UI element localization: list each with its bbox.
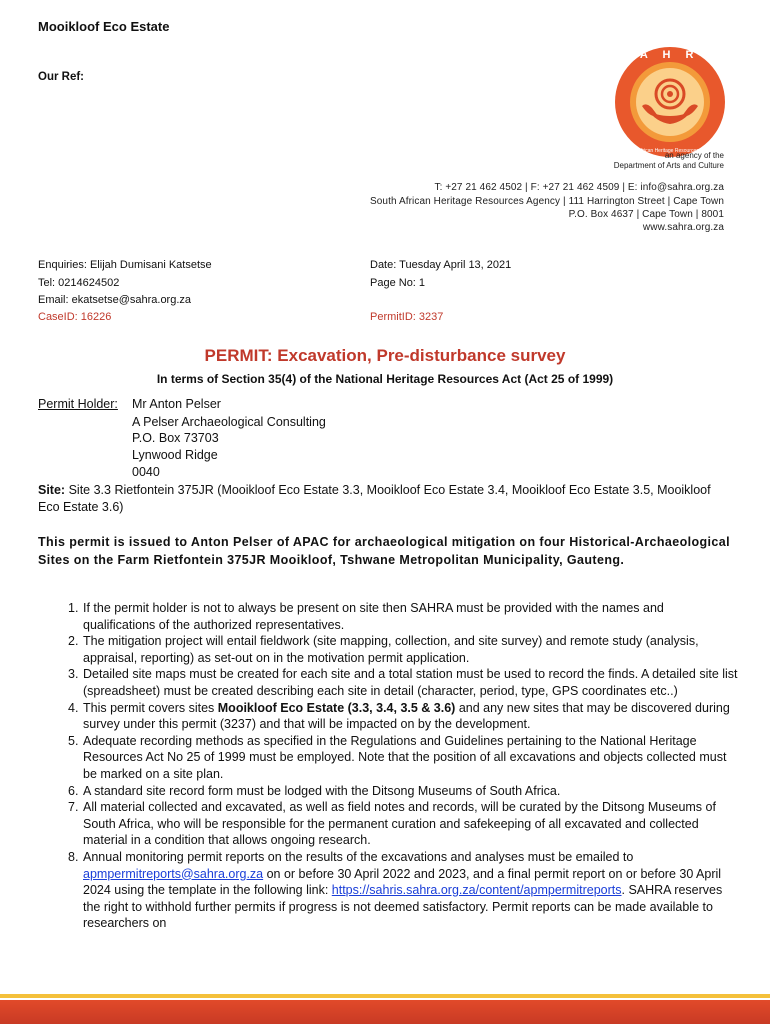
sahra-logo xyxy=(612,44,728,160)
agency-line-2: Department of Arts and Culture xyxy=(613,161,724,170)
holder-address-line: P.O. Box 73703 xyxy=(132,431,219,445)
list-item: 5. Adequate recording methods as specified in the Regulations and Guidelines pertaining to the National Heritage Resources Act No 25 of 1999 must be employed. Note that the position of all excavations and objects collected must be marked on a site plan. xyxy=(68,733,727,781)
list-item: 8. Annual monitoring permit reports on the results of the excavations and analyses must be emailed to apmpermitreports@sahra.org.za on or before 30 April 2022 and 2023, and a final permit report on or before 30 April 2024 using the template in the following link: https://sahris.sahra.org.za/content/apmpermitreports. SAHRA reserves the right to withhold further permits if progress is not deemed satisfactory. Permit reports can be made available to researchers on xyxy=(68,849,723,931)
report-template-link[interactable]: https://sahris.sahra.org.za/content/apmpermitreports xyxy=(331,883,622,898)
date-text: Date: Tuesday April 13, 2021 xyxy=(370,259,512,271)
our-ref-label: Our Ref: xyxy=(38,71,84,83)
tel-text: Tel: 0214624502 xyxy=(38,277,120,289)
site-label: Site: xyxy=(38,483,66,497)
list-item: 4. This permit covers sites Mooikloof Eco Estate (3.3, 3.4, 3.5 & 3.6) and any new sites that may be discovered during survey under this permit (3237) and that will be impacted on by the development. xyxy=(68,700,730,732)
permit-title: PERMIT: Excavation, Pre-disturbance survey xyxy=(204,346,566,365)
holder-address-line: 0040 xyxy=(132,465,160,479)
holder-address-line: A Pelser Archaeological Consulting xyxy=(132,415,326,429)
contact-address-1: South African Heritage Resources Agency | 111 Harrington Street | Cape Town xyxy=(370,196,724,207)
permit-id: PermitID: 3237 xyxy=(370,311,444,323)
estate-heading: Mooikloof Eco Estate xyxy=(38,19,170,34)
holder-address-line: Lynwood Ridge xyxy=(132,448,218,462)
contact-phones: T: +27 21 462 4502 | F: +27 21 462 4509 | E: info@sahra.org.za xyxy=(434,182,724,193)
report-email-link[interactable]: apmpermitreports@sahra.org.za xyxy=(83,866,264,881)
list-item: 6. A standard site record form must be lodged with the Ditsong Museums of South Africa. xyxy=(68,783,561,798)
case-id: CaseID: 16226 xyxy=(38,311,112,323)
agency-line-1: an agency of the xyxy=(664,151,724,160)
list-item: 7. All material collected and excavated, as well as field notes and records, will be curated by the Ditsong Museums of South Africa, who will be responsible for the permanent curation and safekeeping of all excavated and collected material in a condition that allows ongoing research. xyxy=(68,800,716,848)
list-item: 1. If the permit holder is not to always be present on site then SAHRA must be provided with the names and qualifications of the authorized representatives. xyxy=(68,601,664,632)
logo-text: S A H R A xyxy=(617,49,723,61)
contact-web[interactable]: www.sahra.org.za xyxy=(642,222,724,233)
list-item: 3. Detailed site maps must be created for each site and a total station must be used to record the finds. A detailed site list (spreadsheet) must be created describing each site in detail (character, period, type, GPS coordinates etc..) xyxy=(68,667,738,698)
logo-ring-text: South African Heritage Resources Agency xyxy=(623,148,717,154)
permit-holder-name: Mr Anton Pelser xyxy=(132,397,221,411)
site-description xyxy=(38,482,728,516)
conditions-list xyxy=(38,600,738,932)
list-item: 2. The mitigation project will entail fieldwork (site mapping, collection, and site survey) and remote study (analysis, appraisal, reporting) as set-out on in the motivation permit application. xyxy=(68,634,699,665)
permit-holder-label: Permit Holder: xyxy=(38,397,118,411)
contact-address-2: P.O. Box 4637 | Cape Town | 8001 xyxy=(568,209,724,220)
permit-subtitle: In terms of Section 35(4) of the National Heritage Resources Act (Act 25 of 1999) xyxy=(156,372,614,386)
issue-statement: This permit is issued to Anton Pelser of APAC for archaeological mitigation on four Historical-Archaeological Sites on the Farm Rietfontein 375JR Mooikloof, Tshwane Metropolitan Municipality, Gauteng. xyxy=(38,535,730,567)
email-text: Email: ekatsetse@sahra.org.za xyxy=(38,294,192,306)
footer-bar xyxy=(0,994,770,1024)
page-number: Page No: 1 xyxy=(370,277,426,289)
enquiries-text: Enquiries: Elijah Dumisani Katsetse xyxy=(38,259,212,271)
site-text: Site 3.3 Rietfontein 375JR (Mooikloof Eco Estate 3.3, Mooikloof Eco Estate 3.4, Mooikloof Eco Estate 3.5, Mooikloof Eco Estate 3.6) xyxy=(38,483,711,514)
